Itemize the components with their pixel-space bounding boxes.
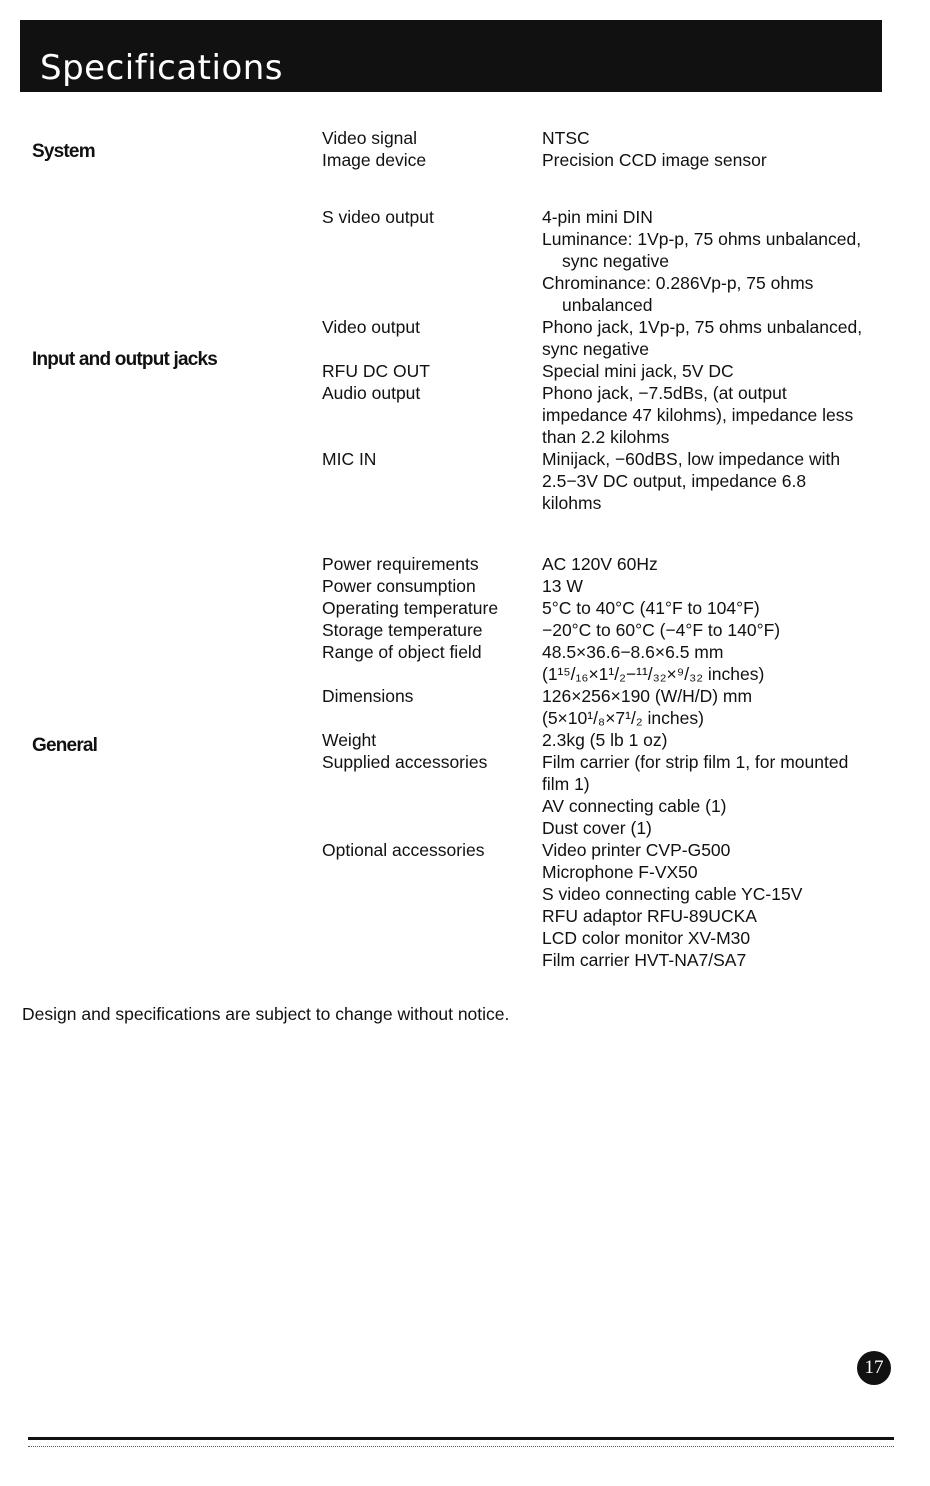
section-label-general: General xyxy=(32,735,98,756)
spec-label: Operating temperature xyxy=(322,598,499,618)
spec-line: film 1) xyxy=(542,774,590,794)
footer-note: Design and specifications are subject to change without notice. xyxy=(22,1004,510,1024)
spec-line: (5×10¹/₈×7¹/₂ inches) xyxy=(542,708,704,728)
spec-line: Film carrier HVT-NA7/SA7 xyxy=(542,950,747,970)
spec-row xyxy=(0,206,930,316)
spec-line: Special mini jack, 5V DC xyxy=(542,361,734,381)
spec-value xyxy=(542,729,892,751)
spec-value xyxy=(542,685,892,729)
bottom-dotted-rule xyxy=(28,1446,894,1448)
spec-line: 48.5×36.6−8.6×6.5 mm xyxy=(542,642,724,662)
spec-value xyxy=(542,641,892,685)
spec-row xyxy=(0,316,930,360)
spec-line: 2.3kg (5 lb 1 oz) xyxy=(542,730,668,750)
spec-row xyxy=(0,360,930,382)
spec-label: Dimensions xyxy=(322,686,414,706)
spec-label: S video output xyxy=(322,207,434,227)
system-specs xyxy=(0,127,930,171)
spec-value xyxy=(542,360,892,382)
spec-row xyxy=(0,685,930,729)
spec-value xyxy=(542,597,892,619)
spec-line: LCD color monitor XV-M30 xyxy=(542,928,751,948)
spec-row xyxy=(0,127,930,149)
spec-line: S video connecting cable YC-15V xyxy=(542,884,803,904)
spec-line: Microphone F-VX50 xyxy=(542,862,698,882)
spec-line: sync negative xyxy=(542,339,650,359)
spec-line: 126×256×190 (W/H/D) mm xyxy=(542,686,753,706)
spec-label: MIC IN xyxy=(322,449,377,469)
spec-label: Weight xyxy=(322,730,377,750)
spec-line: RFU adaptor RFU-89UCKA xyxy=(542,906,757,926)
spec-line: 13 W xyxy=(542,576,583,596)
spec-label: Supplied accessories xyxy=(322,752,488,772)
spec-row xyxy=(0,839,930,971)
page-title: Specifications xyxy=(40,48,284,88)
spec-row xyxy=(0,149,930,171)
spec-line: Film carrier (for strip film 1, for mounted xyxy=(542,752,849,772)
spec-label: Video signal xyxy=(322,128,418,148)
spec-row xyxy=(0,619,930,641)
spec-value: Precision CCD image sensor xyxy=(542,150,767,170)
spec-line: impedance 47 kilohms), impedance less xyxy=(542,405,854,425)
spec-label: Video output xyxy=(322,317,420,337)
spec-row xyxy=(0,575,930,597)
general-specs xyxy=(0,553,930,971)
spec-label: Audio output xyxy=(322,383,421,403)
bottom-rule xyxy=(28,1437,894,1440)
spec-line: Phono jack, 1Vp-p, 75 ohms unbalanced, xyxy=(542,317,863,337)
section-label-jacks: Input and output jacks xyxy=(32,349,218,370)
spec-value xyxy=(542,751,892,839)
spec-line: (1¹⁵/₁₆×1¹/₂−¹¹/₃₂×⁹/₃₂ inches) xyxy=(542,664,765,684)
spec-row xyxy=(0,382,930,448)
spec-value xyxy=(542,839,892,971)
spec-line: kilohms xyxy=(542,493,602,513)
spec-line: Minijack, −60dBS, low impedance with xyxy=(542,449,841,469)
section-label-system: System xyxy=(32,141,95,162)
spec-line: Video printer CVP-G500 xyxy=(542,840,731,860)
spec-line: sync negative xyxy=(562,251,670,271)
spec-line: 2.5−3V DC output, impedance 6.8 xyxy=(542,471,807,491)
spec-line: Luminance: 1Vp-p, 75 ohms unbalanced, xyxy=(542,229,862,249)
spec-label: RFU DC OUT xyxy=(322,361,430,381)
spec-label: Power consumption xyxy=(322,576,476,596)
spec-label: Power requirements xyxy=(322,554,479,574)
spec-row xyxy=(0,729,930,751)
spec-row xyxy=(0,553,930,575)
spec-line: Dust cover (1) xyxy=(542,818,652,838)
spec-line: 5°C to 40°C (41°F to 104°F) xyxy=(542,598,760,618)
spec-row xyxy=(0,641,930,685)
spec-row xyxy=(0,597,930,619)
spec-value xyxy=(542,553,892,575)
spec-label: Optional accessories xyxy=(322,840,485,860)
spec-line: than 2.2 kilohms xyxy=(542,427,670,447)
jack-specs xyxy=(0,206,930,514)
spec-value xyxy=(542,206,892,316)
spec-line: 4-pin mini DIN xyxy=(542,207,653,227)
spec-value xyxy=(542,448,892,514)
spec-value xyxy=(542,575,892,597)
spec-value xyxy=(542,619,892,641)
spec-line: AV connecting cable (1) xyxy=(542,796,727,816)
spec-row xyxy=(0,448,930,514)
spec-value xyxy=(542,316,892,360)
spec-row xyxy=(0,751,930,839)
spec-line: Phono jack, −7.5dBs, (at output xyxy=(542,383,787,403)
spec-label: Image device xyxy=(322,150,427,170)
page-number: 17 xyxy=(857,1351,891,1385)
spec-label: Storage temperature xyxy=(322,620,483,640)
spec-value xyxy=(542,382,892,448)
spec-line: AC 120V 60Hz xyxy=(542,554,658,574)
spec-line: −20°C to 60°C (−4°F to 140°F) xyxy=(542,620,781,640)
spec-line: unbalanced xyxy=(562,295,653,315)
spec-value: NTSC xyxy=(542,128,590,148)
header-bar xyxy=(20,20,882,92)
spec-line: Chrominance: 0.286Vp-p, 75 ohms xyxy=(542,273,814,293)
spec-label: Range of object field xyxy=(322,642,482,662)
